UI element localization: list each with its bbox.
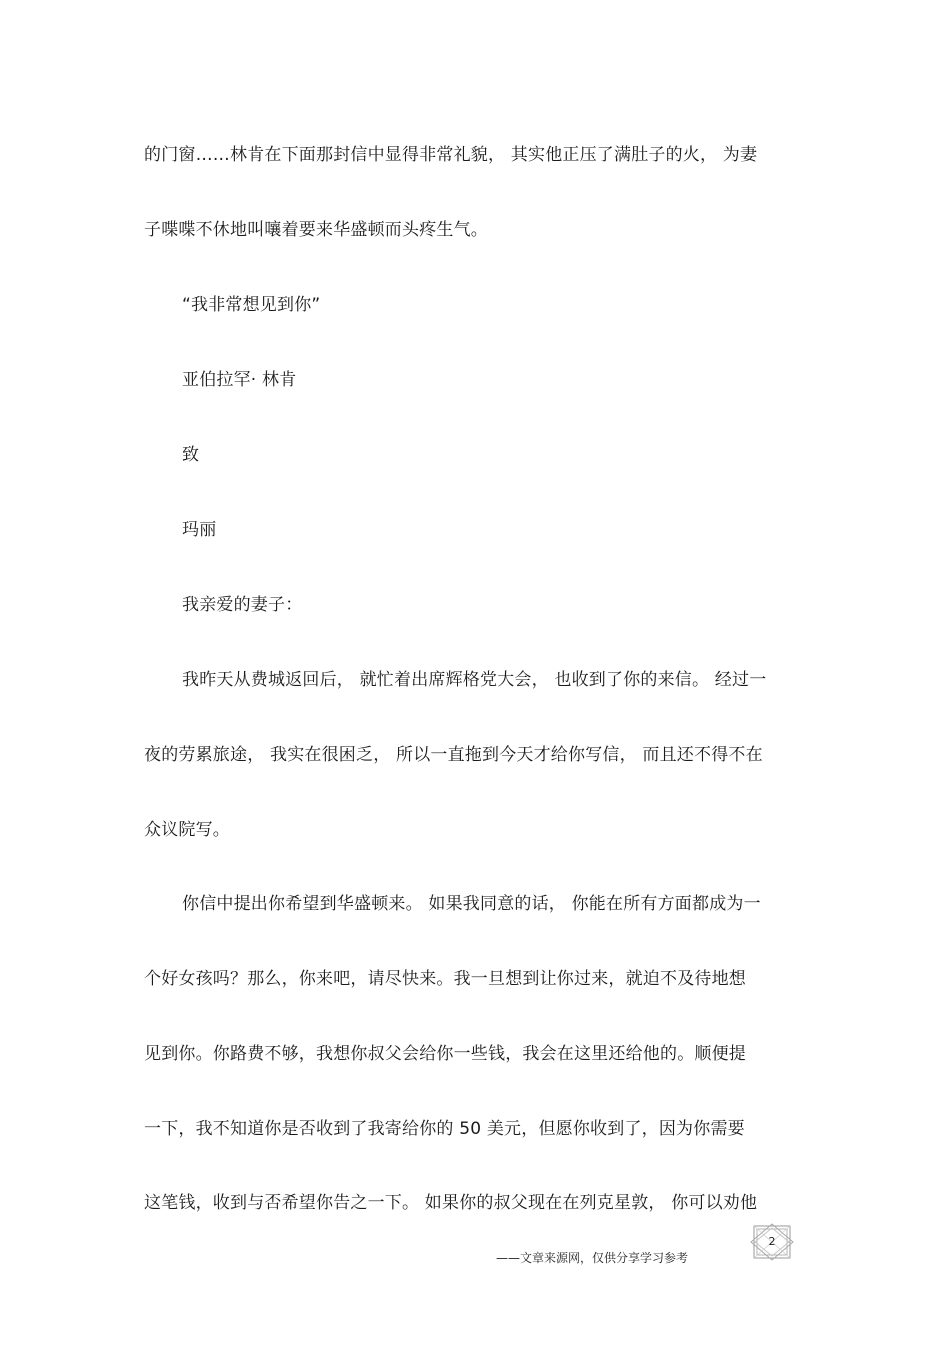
- page-number-badge: [749, 1223, 795, 1261]
- letter-salutation: 我亲爱的妻子：: [182, 595, 303, 615]
- body-line-13: 见到你。你路费不够，我想你叔父会给你一些钱，我会在这里还给他的。顺便提: [144, 1044, 746, 1064]
- body-line-1: 的门窗……林肯在下面那封信中显得非常礼貌， 其实他正压了满肚子的火， 为妻: [144, 145, 758, 165]
- body-line-10: 众议院写。: [144, 820, 230, 840]
- body-line-2: 子喋喋不休地叫嚷着要来华盛顿而头疼生气。: [144, 220, 488, 240]
- body-line-14: 一下，我不知道你是否收到了我寄给你的 50 美元，但愿你收到了，因为你需要: [144, 1119, 745, 1139]
- body-line-9: 夜的劳累旅途， 我实在很困乏， 所以一直拖到今天才给你写信， 而且还不得不在: [144, 745, 763, 765]
- page-number: 2: [768, 1235, 776, 1248]
- letter-author: 亚伯拉罕· 林肯: [182, 370, 297, 390]
- body-line-11: 你信中提出你希望到华盛顿来。 如果我同意的话， 你能在所有方面都成为一: [182, 894, 761, 914]
- body-line-15: 这笔钱，收到与否希望你告之一下。 如果你的叔父现在在列克星敦， 你可以劝他: [144, 1193, 758, 1213]
- footer-source-text: ——文章来源网，仅供分享学习参考: [496, 1251, 689, 1265]
- letter-to: 致: [182, 445, 200, 465]
- body-line-12: 个好女孩吗？那么，你来吧，请尽快来。我一旦想到让你过来，就迫不及待地想: [144, 969, 746, 989]
- letter-title: “我非常想见到你”: [182, 295, 321, 315]
- body-line-8: 我昨天从费城返回后， 就忙着出席辉格党大会， 也收到了你的来信。 经过一: [182, 670, 767, 690]
- letter-recipient: 玛丽: [182, 520, 217, 540]
